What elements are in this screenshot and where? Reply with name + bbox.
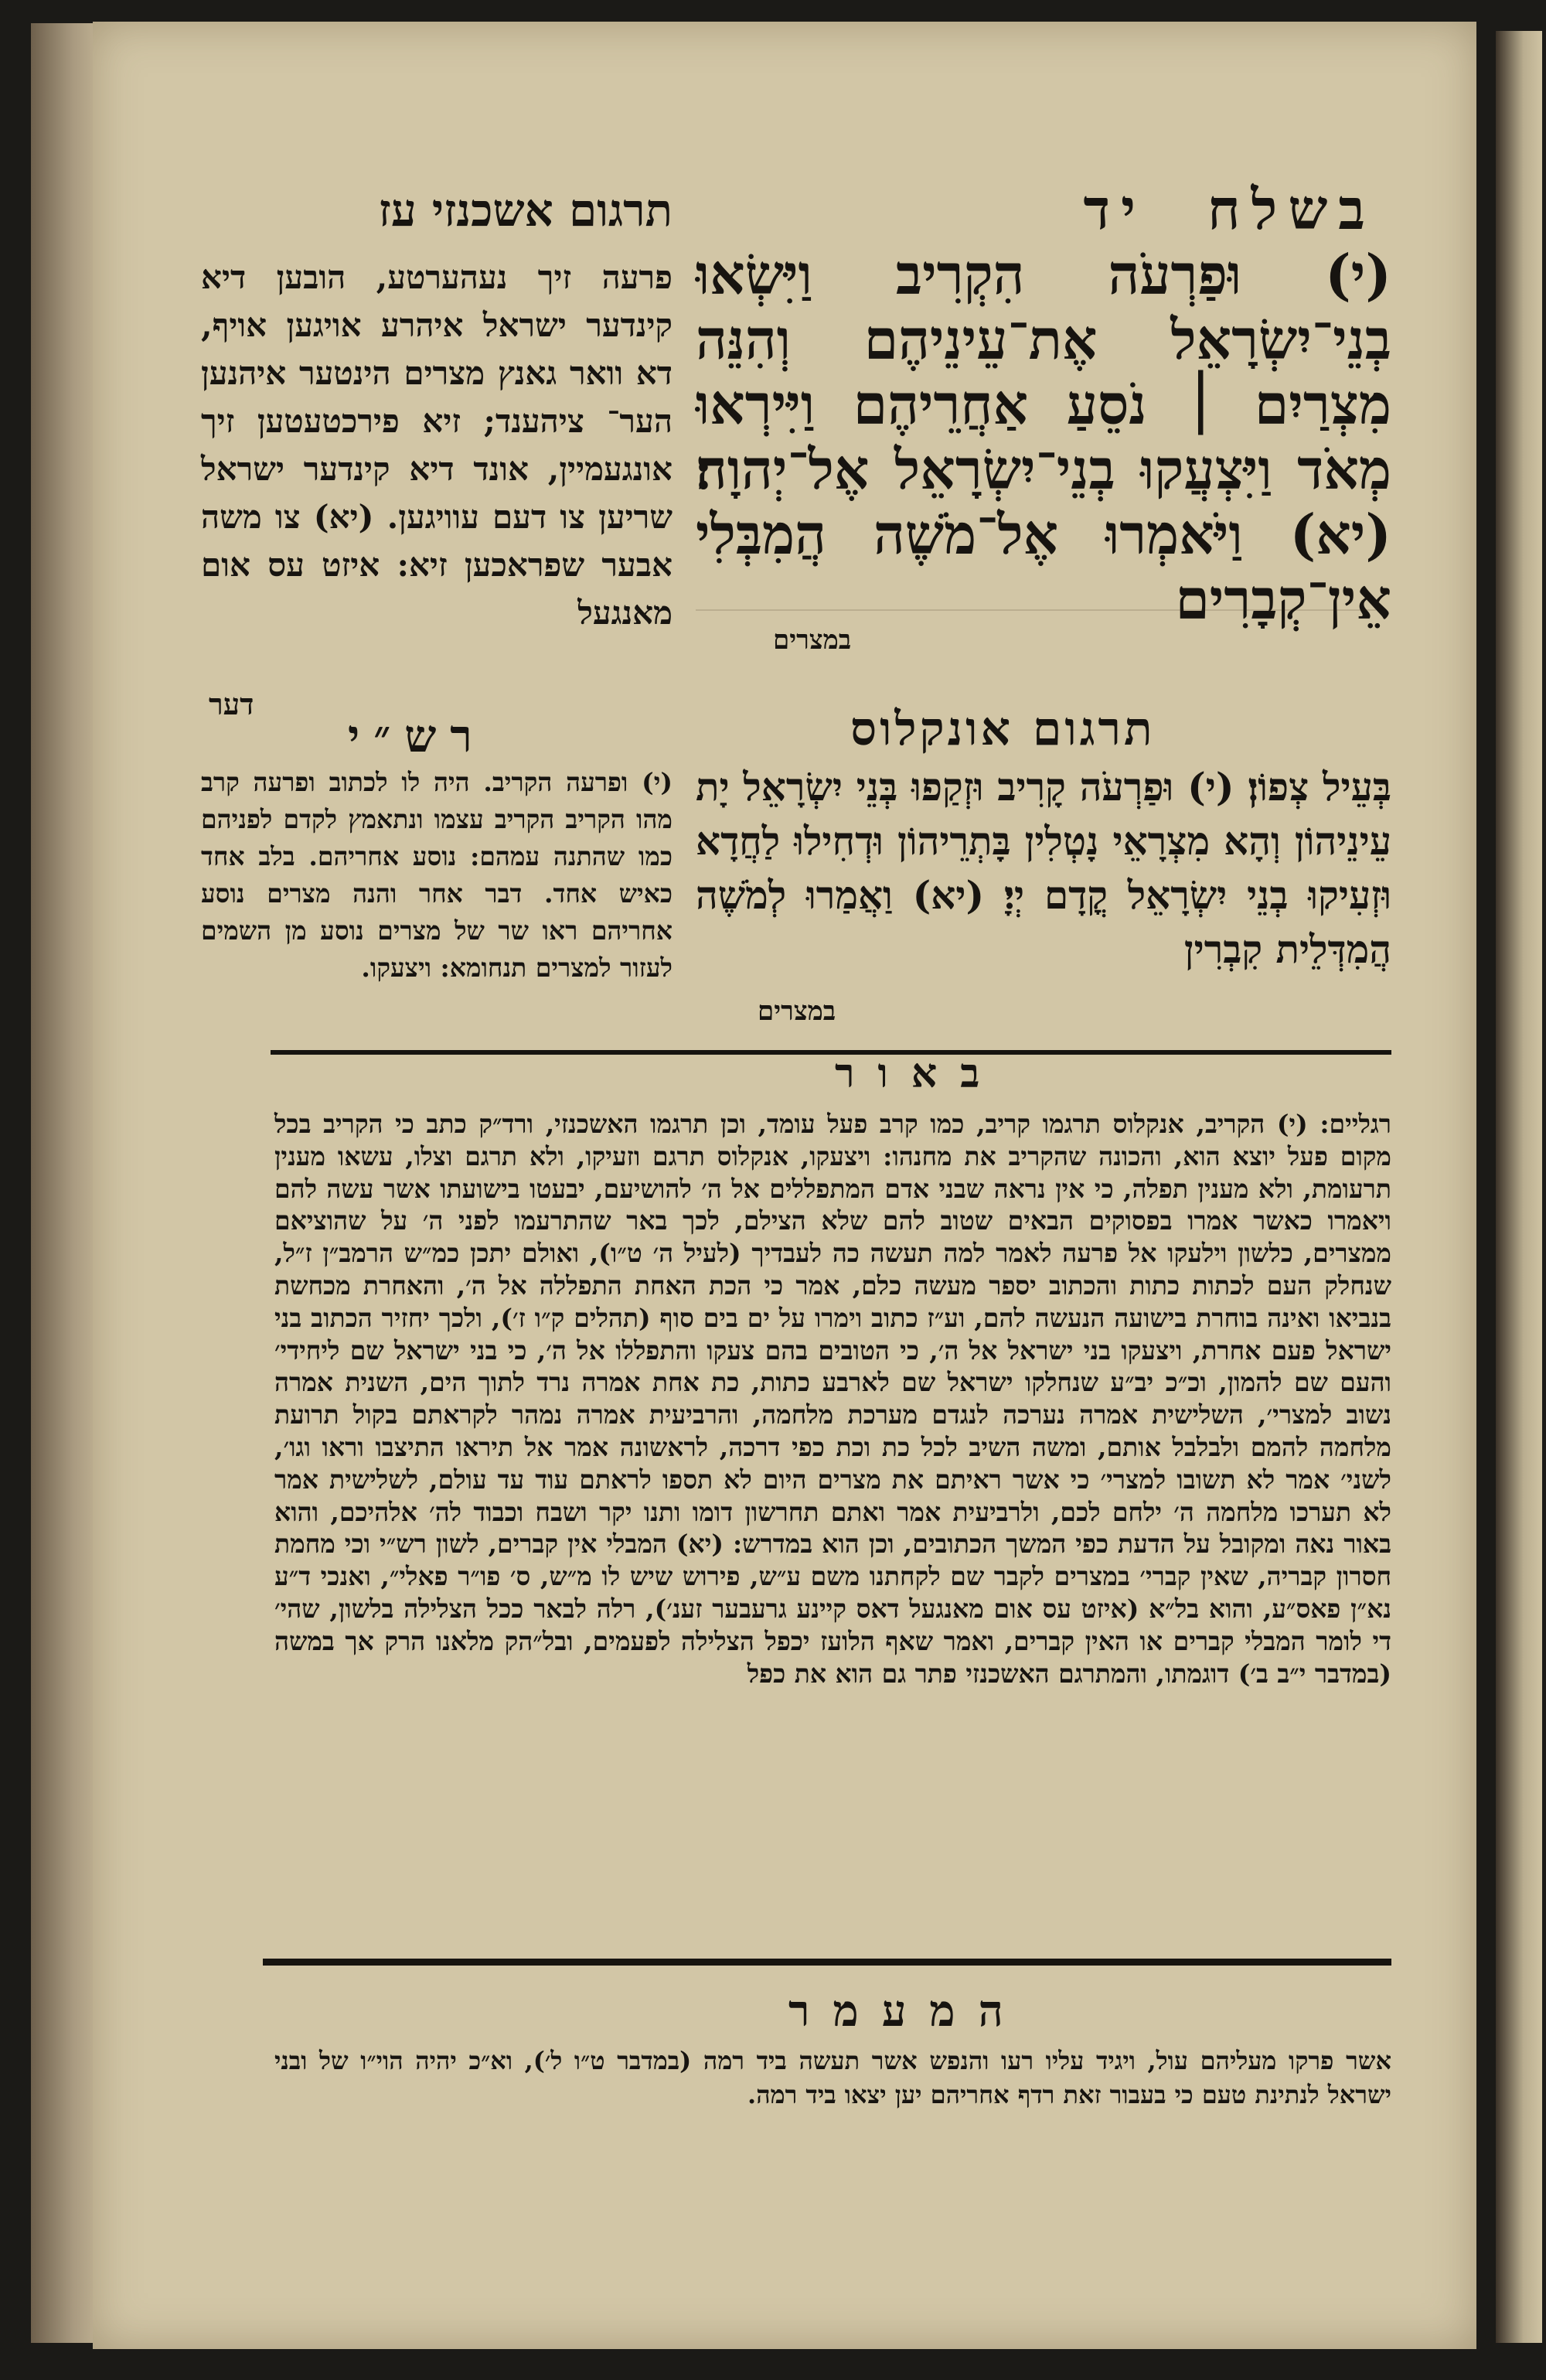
page-number-hebrew: יד [1083,176,1146,242]
biur-body: רגליים: (י) הקריב, אנקלוס תרגמו קריב, כמו קרב פעל עומד, וכן תרגמו האשכנזי, ורד״ק כתב כי הקריב בכל מקום פעל יוצא הוא, והכונה שהקריב את מחנהו: ויצעקו, אנקלוס תרגם וזעיקו, ולא תרגם וצלו, עשאו מענין תרעומת, ולא מענין תפלה, כי אין נראה שבני אדם המתפללים אל ה׳ להושיעם, יבעטו בישועתו אשר עשה להם ויאמרו כאשר אמרו בפסוקים הבאים שטוב להם שלא הצילם, לכך באר שהתרעמו לפני ה׳ על שהוציאם ממצרים, כלשון וילעקו אל פרעה לאמר למה תעשה כה לעבדיך (לעיל ה׳ ט״ו), ואולם יתכן כמ״ש הרמב״ן ז״ל, שנחלק העם לכתות כתות והכתוב יספר מעשה כלם, אמר כי הכת האחת התפללה אל ה׳, והאחרת מכחשת בנביאו ואינה בוחרת בישועה הנעשה להם, וע״ז כתוב וימרו על ים בים סוף (תהלים ק״ו ז׳), ולכך יחזיר הכתוב בני ישראל פעם אחרת, ויצעקו בני ישראל אל ה׳, כי הטובים בהם צעקו והתפללו אל ה׳, כי בני ישראל שם ליחידי׳ והעם שם להמון, וכ״כ יב״ע שנחלקו ישראל שם לארבע כתות, כת אחת אמרה נרד לתוך הים, השנית אמרה נשוב למצרי׳, השלישית אמרה נערכה לנגדם מערכת מלחמה, והרביעית אמרה נמהר לקראתם בקול תרועת מלחמה להמם ולבלבל אותם, ומשה השיב לכל כת וכת כפי דרכה, לראשונה אמר אל תיראו התיצבו וראו וגו׳, לשני׳ אמר לא תשובו למצרי׳ כי אשר ראיתם את מצרים היום לא תספו לראתם עוד עד עולם, לשלישית אמר לא תערכו מלחמה ה׳ ילחם לכם, ולרביעית אמר ואתם תחרשון דומו ותנו יקר ושבח וכבוד לה׳ אלהיכם, והוא באור נאה ומקובל על הדעת כפי המשך הכתובים, וכן הוא במדרש: (יא) המבלי אין קברים, לשון רש״י וכי מחמת חסרון קבריה, שאין קברי׳ במצרים לקבר שם לקחתנו משם ע״ש, פירוש שיש לו מ״ש, ס׳ פו״ר פאלי״, ואנכי ד״ע נא״ן פאס״ע, והוא בל״א (איזט עס אום מאנגעל דאס קיינע גרעבער זענ׳), רלה לבאר ככל הצלילה בלשון, שהי׳ די לומר המבלי קברים או האין קברים, ואמר שאף הלועז יכפל הצלילה לפעמים, ובל״הק מלאנו הרק אך במשה (במדבר י״ב ב׳) דוגמתו, והמתרגם האשכנזי פתר גם הוא את [274,1109,1391,1689]
rashi-heading: רש״י [348,710,486,762]
biur-text [274,1108,1391,1690]
onkelos-catchword: במצרים [758,996,836,1027]
running-header-left [201,184,673,237]
book-page [93,22,1476,2349]
targum-ashkenazi-catchword: דער [209,687,254,721]
page-number-left: עז [378,184,417,237]
rashi-text: (י) ופרעה הקריב. היה לו לכתוב ופרעה קרב מהו הקריב הקריב עצמו ונתאמץ לקדם לפניהם כמו שהתנה עמהם: נוסע אחריהם. בלב אחד כאיש אחד. דבר אחר והנה מצרים נוסע אחריהם ראו שר של מצרים נוסע מן השמים לעזור למצרים תנחומא: ויצעקו. [201,767,673,983]
torah-verse-text: (י) וּפַרְעֹה הִקְרִיב וַיִּשְׂאוּ בְנֵי־יִשְׂרָאֵל אֶת־עֵינֵיהֶם וְהִנֵּה מִצְרַיִם ׀ נֹסֵעַ אַחֲרֵיהֶם וַיִּירְאוּ מְאֹד וַיִּצְעֲקוּ בְנֵי־יִשְׂרָאֵל אֶל־יְהוָה׃ (יא) וַיֹּאמְרוּ אֶל־מֹשֶׁה הֲמִבְּלִי אֵין־קְבָרִים [696,242,1391,632]
biur-catchword: כפל [747,1658,786,1689]
parsha-name: בשלח [1207,176,1376,242]
meamar-text: אשר פרקו מעליהם עול, ויגיד עליו רעו והנפש אשר תעשה ביד רמה (במדבר ט״ו ל׳), וא״כ יהיה הוי״ו של ובני ישראל לנתינת טעם כי בעבור זאת רדף אחריהם יען יצאו ביד רמה. [274,2046,1392,2109]
onkelos-heading: תרגום אונקלוס [850,702,1156,756]
targum-ashkenazi-text: פרעה זיך נעהערטע, הובען דיא קינדער ישראל איהרע אויגען אויף, דא וואר גאנץ מצרים הינטער איהנען הער־ ציהענד; זיא פירכטעטען זיך אונגעמיין, אונד דיא קינדער ישראל שריען צו דעם עוויגען. (יא) צו משה אבער שפראכען זיא: איזט עס אום מאנגעל [201,258,673,632]
running-header-right [943,176,1376,243]
faint-divider [696,609,1376,611]
meamar-heading: המעמר [788,1986,1027,2037]
section-divider-heavy [263,1959,1391,1966]
section-divider [271,1050,1391,1055]
adjacent-page-edge [1496,31,1542,2343]
biur-heading: באור [835,1050,1003,1097]
onkelos-text: בְּעֵיל צְפוֹן׃ (י) וּפַרְעֹה קָרִיב וּזְקַפוּ בְּנֵי יִשְׂרָאֵל יָת עֵינֵיהוֹן וְהָא מִצְרָאֵי נָטְלִין בָּתְרֵיהוֹן וּדְחִילוּ לַחֲדָא וּזְעִיקוּ בְנֵי יִשְׂרָאֵל קֳדָם יְיָ׃ (יא) וַאֲמַרוּ לְמֹשֶׁה הֲמִדְּלֵית קִבְרִין [696,764,1391,972]
targum-ashkenazi-title: תרגום אשכנזי [431,184,673,237]
verse-catchword: במצרים [773,625,852,656]
